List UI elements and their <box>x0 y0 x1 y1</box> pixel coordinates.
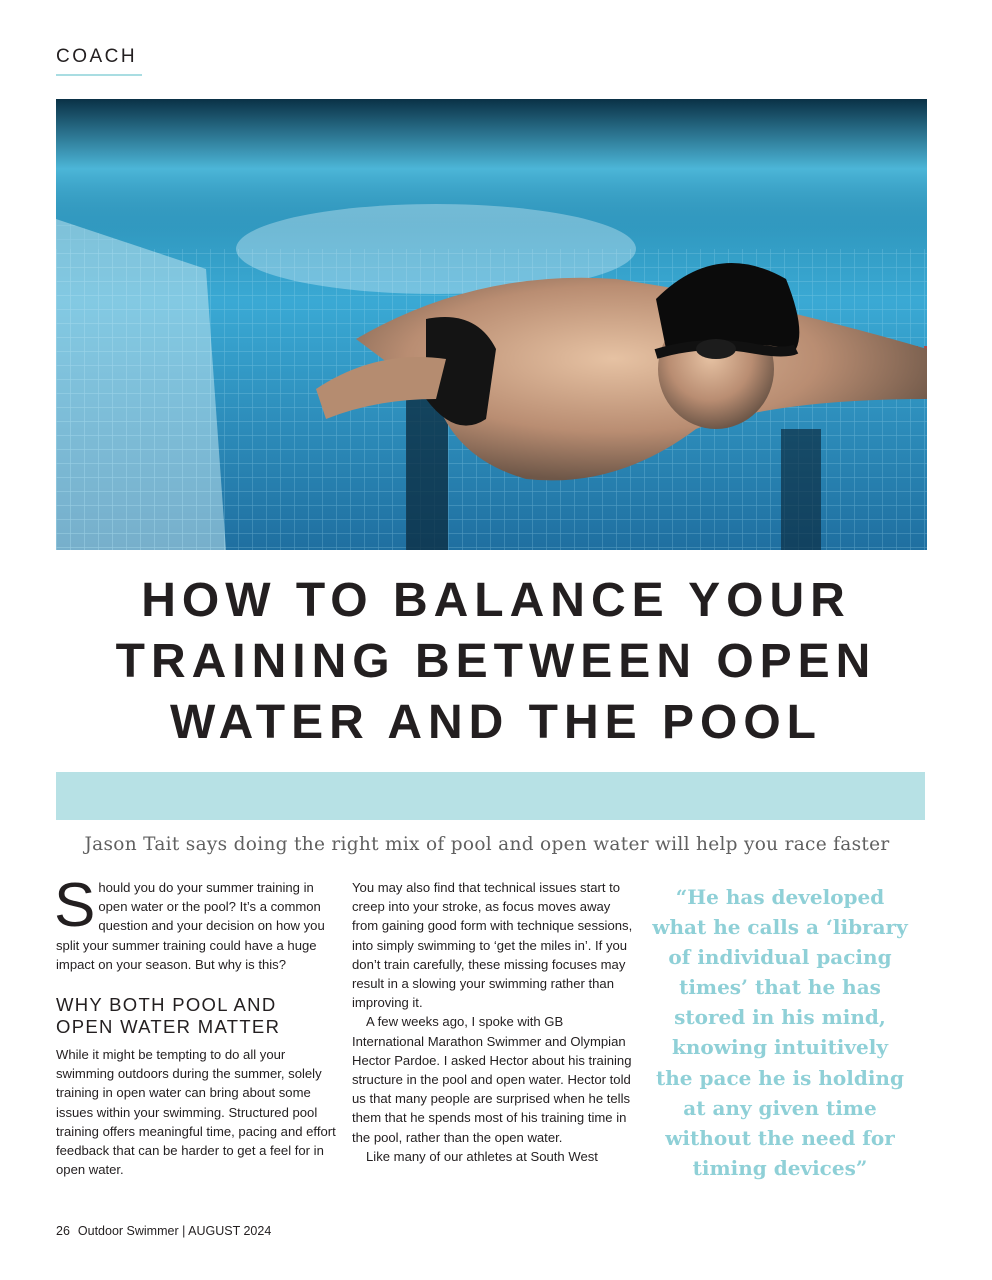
headline-line-2: TRAINING BETWEEN OPEN <box>115 635 877 688</box>
standfirst: Jason Tait says doing the right mix of pool and open water will help you race faster <box>84 834 890 855</box>
body-column-2 <box>352 878 634 1166</box>
body-paragraph: A few weeks ago, I spoke with GB International Marathon Swimmer and Olympian Hector Pardoe. I asked Hector about his training structure in the pool and open water. Hector told us that many people are surprised when he tells them that he spends most of his training time in the pool, rather than the open water. <box>352 1014 632 1145</box>
intro-text: hould you do your summer training in open water or the pool? It’s a common question and your decision on how you split your summer training could have a huge impact on your season. But why is this? <box>56 880 325 972</box>
body-paragraph: Like many of our athletes at South West <box>366 1148 598 1164</box>
headline-line-1: HOW TO BALANCE YOUR <box>141 574 851 627</box>
headline-line-3: WATER AND THE POOL <box>170 696 822 749</box>
drop-cap: S <box>54 871 96 940</box>
body-column-1 <box>54 871 338 1179</box>
footer-text: Outdoor Swimmer | AUGUST 2024 <box>77 1224 272 1238</box>
hero-photo <box>56 99 927 550</box>
body-paragraph: While it might be tempting to do all your swimming outdoors during the summer, solely training in open water can bring about some issues within your swimming. Structured pool training offers meaningful time, pacing and effort feedback that can be harder to get a feel for in open water. <box>56 1047 336 1178</box>
section-underline <box>56 74 142 76</box>
accent-band <box>56 772 925 820</box>
body-paragraph: You may also find that technical issues start to creep into your stroke, as focus moves away from gaining good form with technique sessions, into simply swimming to ‘get the miles in’. If you don’t train carefully, these missing focuses may result in a slowing your swimming rather than improving it. <box>352 880 633 1011</box>
intro-paragraph <box>54 871 338 974</box>
subheading: WHY BOTH POOL AND OPEN WATER MATTER <box>56 994 281 1038</box>
pull-quote: “He has developed what he calls a ‘library of individual pacing times’ that he has stored in his mind, knowing intuitively the pace he is holding at any given time without the need for timing devices” <box>652 885 908 1180</box>
page-footer <box>56 1224 271 1238</box>
page-number: 26 <box>56 1224 70 1238</box>
section-label: COACH <box>56 46 138 67</box>
headline <box>40 570 952 753</box>
